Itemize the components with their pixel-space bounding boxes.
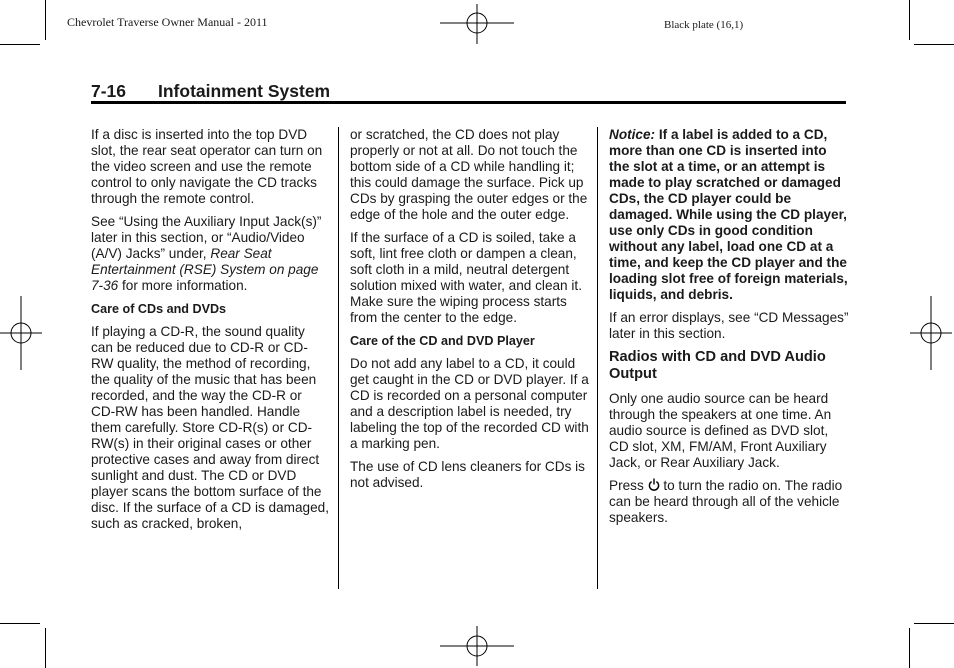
- running-header: Chevrolet Traverse Owner Manual - 2011: [67, 15, 268, 29]
- paragraph: Do not add any label to a CD, it could get caught in the CD or DVD player. If a CD is recorded on a personal computer and a description label is needed, try labeling the top of the recorded CD with a marking pen.: [350, 356, 589, 451]
- plate-label: Black plate (16,1): [664, 19, 744, 31]
- notice-text: If a label is added to a CD, more than one CD is inserted into the slot at a time, or an attempt is made to play scratched or damaged CDs, the CD player could be damaged. While using the CD player, use only CDs in good condition without any label, load one CD at a time, and keep the CD player and the loading slot free of foreign materials, liquids, and debris.: [609, 127, 848, 302]
- subheading: Care of the CD and DVD Player: [350, 334, 535, 348]
- notice-paragraph: [609, 127, 849, 303]
- section-heading: [91, 81, 330, 102]
- paragraph: Only one audio source can be heard through the speakers at one time. An audio source is defined as DVD slot, CD slot, XM, FM/AM, Front Auxiliary Jack, or Rear Auxiliary Jack.: [609, 391, 832, 470]
- paragraph-text: to turn the radio on. The radio can be heard through all of the vehicle speakers.: [609, 478, 843, 525]
- paragraph: If playing a CD-R, the sound quality can be reduced due to CD-R or CD-RW quality, the method of recording, the quality of the music that has been recorded, and the way the CD-R or CD-RW has been handled. Handle them carefully. Store CD-R(s) or CD-RW(s) in their original cases or other protective cases and away from direct sunlight and dust. The CD or DVD player scans the bottom surface of the disc. If the surface of a CD is damaged, such as cracked, broken,: [91, 324, 330, 531]
- paragraph: The use of CD lens cleaners for CDs is not advised.: [350, 459, 585, 490]
- section-title: Infotainment System: [158, 81, 331, 101]
- registration-mark-right: [910, 296, 952, 370]
- crop-mark: [45, 628, 46, 668]
- page-number: 7-16: [91, 81, 127, 101]
- crop-mark: [0, 623, 40, 624]
- column-2: [350, 127, 590, 498]
- registration-mark-top: [440, 4, 514, 44]
- crop-mark: [909, 0, 910, 40]
- paragraph-text: for more information.: [122, 278, 248, 293]
- crop-mark: [0, 44, 40, 45]
- paragraph-text: See “Using the Auxiliary Input Jack(s)” later in this section, or “Audio/Video (A/V) Jacks” under,: [91, 214, 322, 261]
- paragraph-text: Press: [609, 478, 644, 493]
- crop-mark: [909, 628, 910, 668]
- crop-mark: [914, 44, 954, 45]
- crop-mark: [914, 623, 954, 624]
- paragraph: or scratched, the CD does not play properly or not at all. Do not touch the bottom side of a CD while handling it; this could damage the surface. Pick up CDs by grasping the outer edges or the edge of the hole and the outer edge.: [350, 127, 588, 222]
- column-divider: [597, 127, 598, 589]
- column-divider: [338, 127, 339, 589]
- column-1: [91, 127, 329, 539]
- registration-mark-bottom: [440, 626, 514, 666]
- subheading: Radios with CD and DVD Audio Output: [609, 349, 826, 382]
- paragraph: [91, 214, 329, 294]
- subheading: Care of CDs and DVDs: [91, 302, 227, 316]
- column-3: [609, 127, 849, 533]
- paragraph: [609, 478, 849, 526]
- paragraph: If the surface of a CD is soiled, take a soft, lint free cloth or dampen a clean, soft cloth in a mild, neutral detergent solution mixed with water, and clean it. Make sure the wiping process starts from the center to the edge.: [350, 230, 582, 325]
- notice-label: Notice:: [609, 127, 656, 142]
- heading-rule: [91, 101, 846, 104]
- cross-reference-link[interactable]: Rear Seat Entertainment (RSE) System on page 7‑36: [91, 246, 319, 293]
- paragraph: If a disc is inserted into the top DVD slot, the rear seat operator can turn on the video screen and use the remote control to only navigate the CD tracks through the remote control.: [91, 127, 323, 206]
- crop-mark: [45, 0, 46, 40]
- registration-mark-left: [0, 296, 42, 370]
- paragraph: If an error displays, see “CD Messages” later in this section.: [609, 310, 849, 341]
- power-icon: [648, 478, 660, 491]
